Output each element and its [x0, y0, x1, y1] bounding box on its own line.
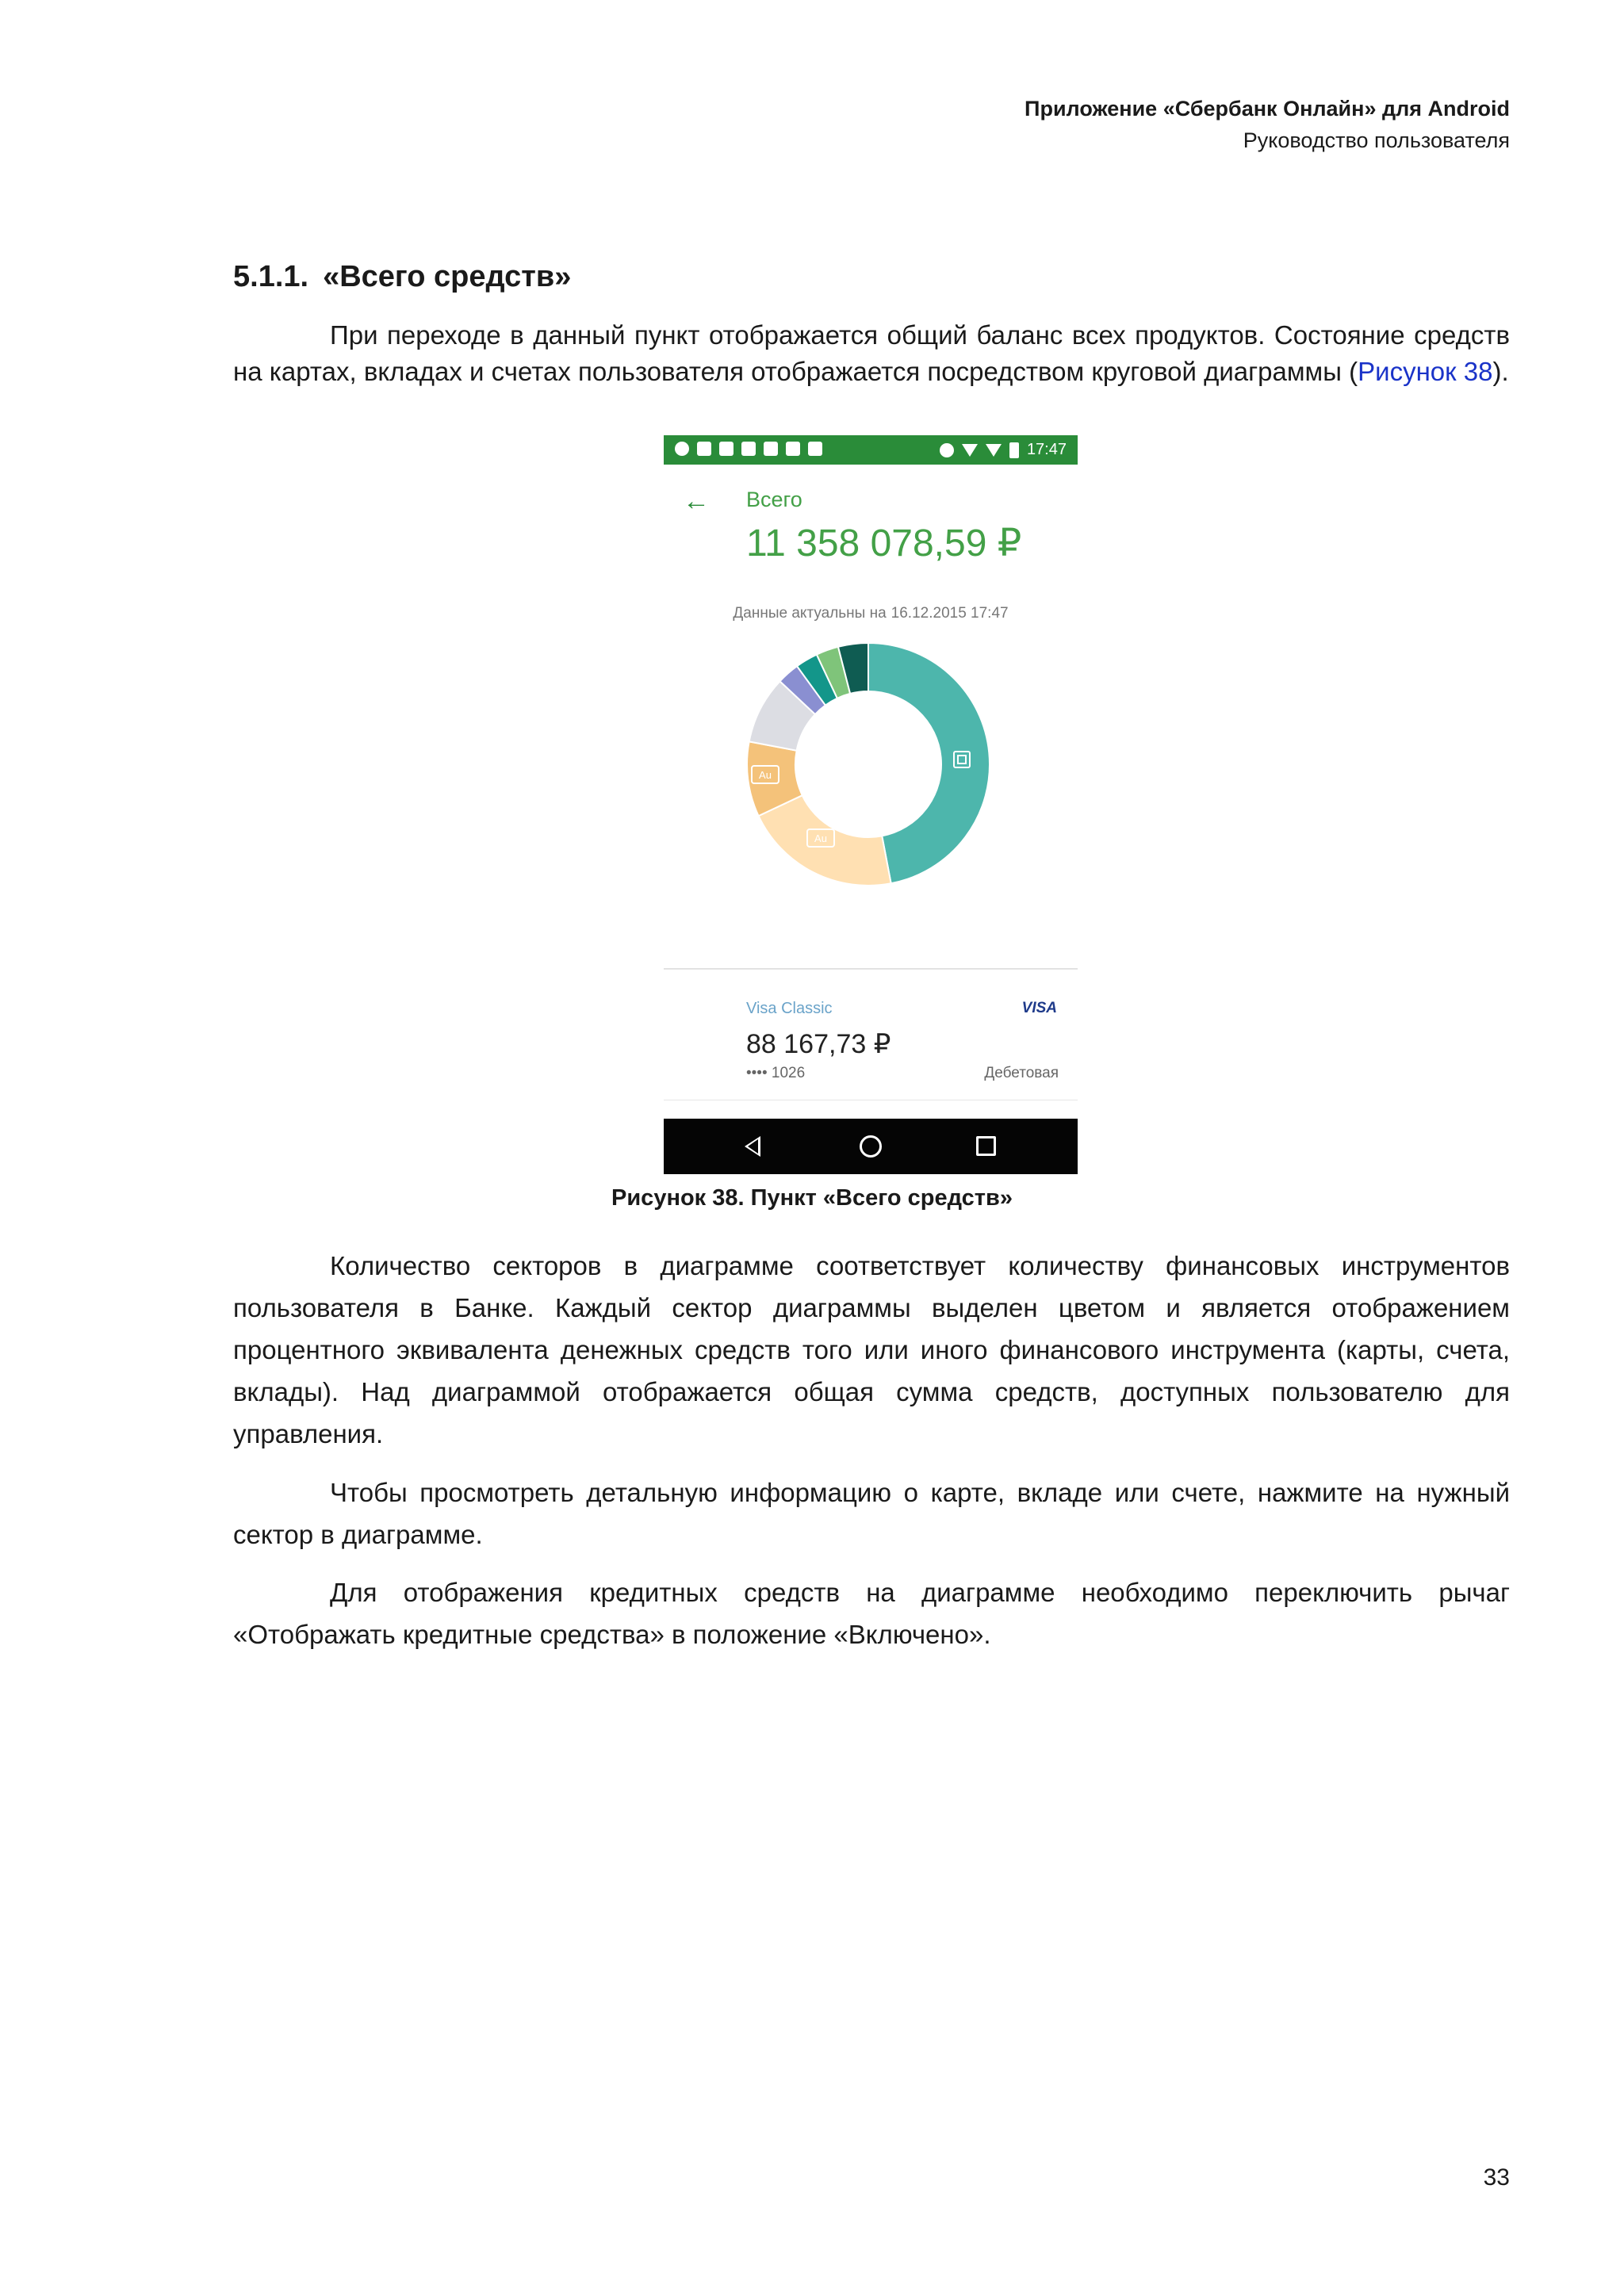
bag-icon: [786, 442, 800, 456]
figure-caption: Рисунок 38. Пункт «Всего средств»: [611, 1185, 1013, 1211]
data-actual-note: [664, 605, 1078, 622]
phone-icon: [764, 442, 778, 456]
arrow-left-icon[interactable]: ←: [683, 486, 710, 516]
card-segment-label-2: Au: [814, 832, 827, 844]
card-segment-label-1: Au: [759, 769, 772, 781]
hangouts-icon: [675, 442, 689, 456]
card-name[interactable]: Visa Classic: [746, 1000, 833, 1017]
body-paragraph-sectors: Количество секторов в диаграмме соответствует количеству финансовых инструментов пользователя в Банке. Каждый сектор диаграммы выделен цветом и является отображением процентного эквивалента денежных средств того или иного финансового инструмента (карты, счета, вклады). Над диаграммой отображается общая сумма средств, доступных пользователю для управления.: [233, 1251, 1510, 1448]
system-icons: [940, 441, 1067, 459]
download-icon: [741, 442, 756, 456]
running-header-title: Приложение «Сбербанк Онлайн» для Android: [1025, 97, 1510, 121]
gallery-icon: [719, 442, 733, 456]
section-number: 5.1.1.: [233, 260, 309, 293]
total-balance: 11 358 078,59 ₽: [746, 522, 1022, 564]
section-heading: [233, 260, 571, 294]
section-title-text: «Всего средств»: [323, 260, 572, 293]
android-nav-bar: [664, 1119, 1078, 1174]
do-not-disturb-icon: [940, 443, 954, 457]
card-type: Дебетовая: [984, 1065, 1059, 1081]
card-number: •••• 1026: [746, 1065, 806, 1081]
page-number: 33: [1483, 2164, 1510, 2191]
status-time: 17:47: [1026, 441, 1067, 458]
figure-link[interactable]: Рисунок 38: [1358, 357, 1493, 386]
intro-text-before: При переходе в данный пункт отображается общий баланс всех продуктов. Состояние средств на картах, вкладах и счетах пользователя отображается посредством круговой диаграммы (: [233, 320, 1510, 386]
signal-icon: [986, 444, 1002, 457]
nav-back-icon[interactable]: [745, 1136, 760, 1157]
body-paragraph-credit: Для отображения кредитных средств на диаграмме необходимо переключить рычаг «Отображать кредитные средства» в положение «Включено».: [233, 1578, 1510, 1649]
bag-check-icon: [808, 442, 822, 456]
data-actual-datetime: 16.12.2015 17:47: [891, 605, 1009, 622]
card-amount: 88 167,73 ₽: [746, 1029, 891, 1059]
body-paragraph-details: Чтобы просмотреть детальную информацию о карте, вкладе или счете, нажмите на нужный сектор в диаграмме.: [233, 1478, 1510, 1549]
donut-segment-1[interactable]: [868, 643, 990, 883]
nav-home-icon[interactable]: [860, 1135, 882, 1158]
wifi-icon: [962, 444, 978, 457]
intro-paragraph: [233, 317, 1510, 390]
balance-donut-chart[interactable]: [745, 641, 991, 887]
phone-screenshot: [664, 435, 1078, 1174]
image-icon: [697, 442, 711, 456]
notification-icons: [675, 442, 822, 456]
battery-icon: [1009, 442, 1019, 458]
divider: [664, 968, 1078, 970]
nav-recents-icon[interactable]: [976, 1136, 996, 1156]
visa-logo-icon: VISA: [1021, 1000, 1057, 1016]
intro-text-after: ).: [1492, 357, 1509, 386]
running-header-subtitle: Руководство пользователя: [1243, 128, 1510, 152]
data-actual-label: Данные актуальны на: [733, 605, 887, 622]
status-bar: [664, 435, 1078, 465]
screen-title: Всего: [746, 488, 802, 511]
